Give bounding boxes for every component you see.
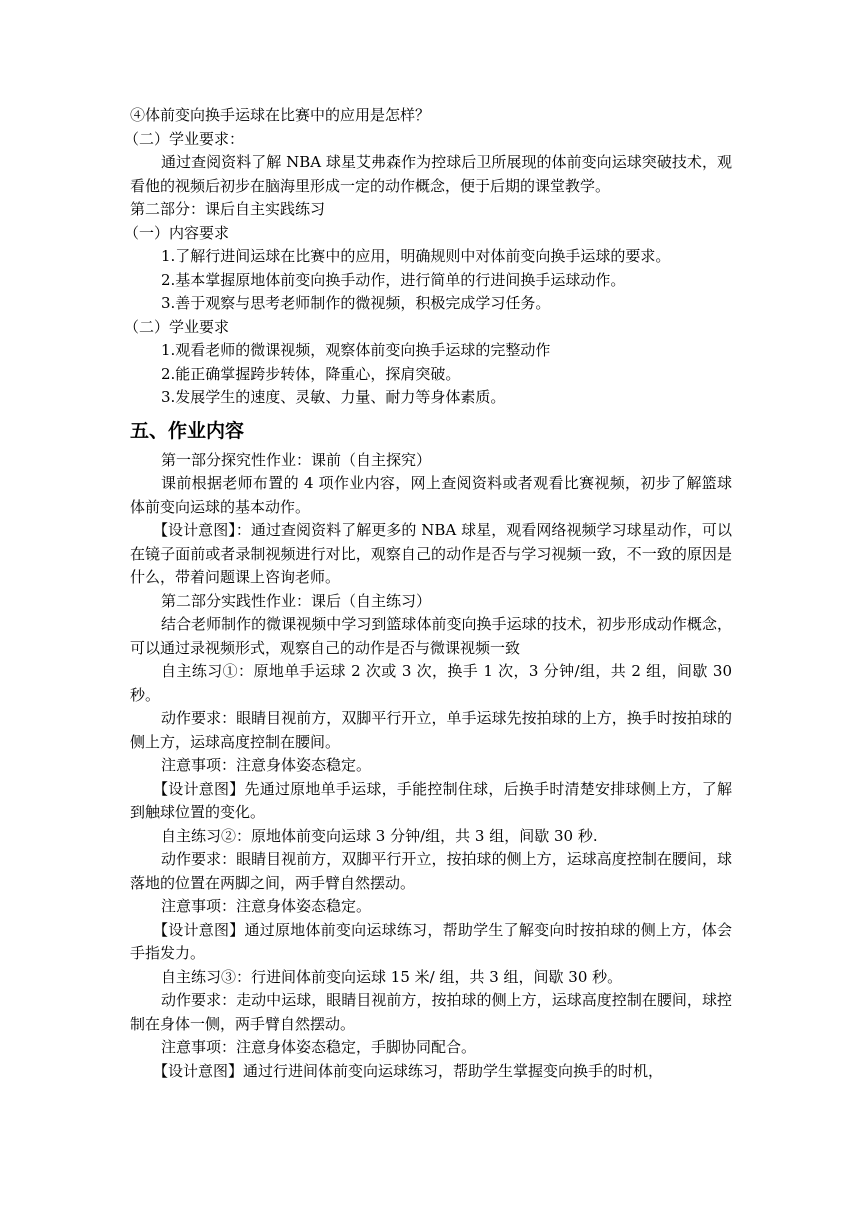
exercise-2: 自主练习②：原地体前变向运球 3 分钟/组，共 3 组，间歇 30 秒.: [161, 826, 598, 845]
notes: 注意事项：注意身体姿态稳定，手脚协同配合。: [161, 1038, 477, 1056]
action-requirements: 动作要求：眼睛目视前方，双脚平行开立，按拍球的侧上方，运球高度控制在腰间，球落地的位置在两脚之间，两手臂自然摆动。: [130, 850, 732, 892]
paragraph: 第二部分实践性作业：课后（自主练习）: [161, 591, 432, 610]
notes: 注意事项：注意身体姿态稳定。: [161, 756, 372, 774]
part-two-heading: 第二部分：课后自主实践练习: [130, 200, 326, 218]
paragraph: 第一部分探究性作业：课前（自主探究）: [161, 450, 432, 469]
exercise-3: 自主练习③：行进间体前变向运球 15 米/ 组，共 3 组，间歇 30 秒。: [161, 967, 623, 986]
subheading-academic-requirements-2: （二）学业要求: [124, 317, 230, 336]
question-4: ④体前变向换手运球在比赛中的应用是怎样？: [130, 106, 431, 124]
design-intent-paragraph: 【设计意图】：通过查阅资料了解更多的 NBA 球星，观看网络视频学习球星动作，可以在镜子面前或者录制视频进行对比，观察自己的动作是否与学习视频一致，不一致的原因是什么，带着问题课上咨询老师。: [130, 521, 732, 586]
section-title: 五、作业内容: [130, 419, 245, 442]
design-intent-paragraph: 【设计意图】先通过原地单手运球，手能控制住球，后换手时清楚安排球侧上方，了解到触球位置的变化。: [130, 779, 732, 821]
list-item: 1.了解行进间运球在比赛中的应用，明确规则中对体前变向换手运球的要求。: [161, 247, 671, 265]
subheading-content-requirements: （一）内容要求: [124, 223, 230, 242]
document-page: [124, 104, 732, 1083]
list-item: 2.基本掌握原地体前变向换手动作，进行简单的行进间换手运球动作。: [161, 270, 626, 289]
action-requirements: 动作要求：走动中运球，眼睛目视前方，按拍球的侧上方，运球高度控制在腰间，球控制在身体一侧，两手臂自然摆动。: [130, 991, 732, 1033]
exercise-1: 自主练习①：原地单手运球 2 次或 3 次，换手 1 次，3 分钟/组，共 2 组，间歇 30 秒。: [130, 662, 732, 704]
design-intent-paragraph: 【设计意图】通过行进间体前变向运球练习，帮助学生掌握变向换手的时机，: [153, 1061, 664, 1080]
list-item: 3.善于观察与思考老师制作的微视频，积极完成学习任务。: [161, 294, 551, 312]
list-item: 1.观看老师的微课视频，观察体前变向换手运球的完整动作: [161, 341, 551, 359]
list-item: 3.发展学生的速度、灵敏、力量、耐力等身体素质。: [161, 388, 506, 406]
action-requirements: 动作要求：眼睛目视前方，双脚平行开立，单手运球先按拍球的上方，换手时按拍球的侧上方，运球高度控制在腰间。: [130, 709, 732, 751]
design-intent-paragraph: 【设计意图】通过原地体前变向运球练习，帮助学生了解变向时按拍球的侧上方，体会手指发力。: [130, 920, 732, 962]
paragraph: 通过查阅资料了解 NBA 球星艾弗森作为控球后卫所展现的体前变向运球突破技术，观看他的视频后初步在脑海里形成一定的动作概念，便于后期的课堂教学。: [130, 153, 732, 195]
list-item: 2.能正确掌握跨步转体，降重心，探肩突破。: [161, 364, 461, 383]
subheading-academic-requirements: （二）学业要求：: [124, 129, 245, 148]
notes: 注意事项：注意身体姿态稳定。: [161, 897, 372, 915]
paragraph: 课前根据老师布置的 4 项作业内容，网上查阅资料或者观看比赛视频，初步了解篮球体前变向运球的基本动作。: [130, 474, 732, 516]
paragraph: 结合老师制作的微课视频中学习到篮球体前变向换手运球的技术，初步形成动作概念，可以通过录视频形式，观察自己的动作是否与微课视频一致: [130, 615, 732, 657]
